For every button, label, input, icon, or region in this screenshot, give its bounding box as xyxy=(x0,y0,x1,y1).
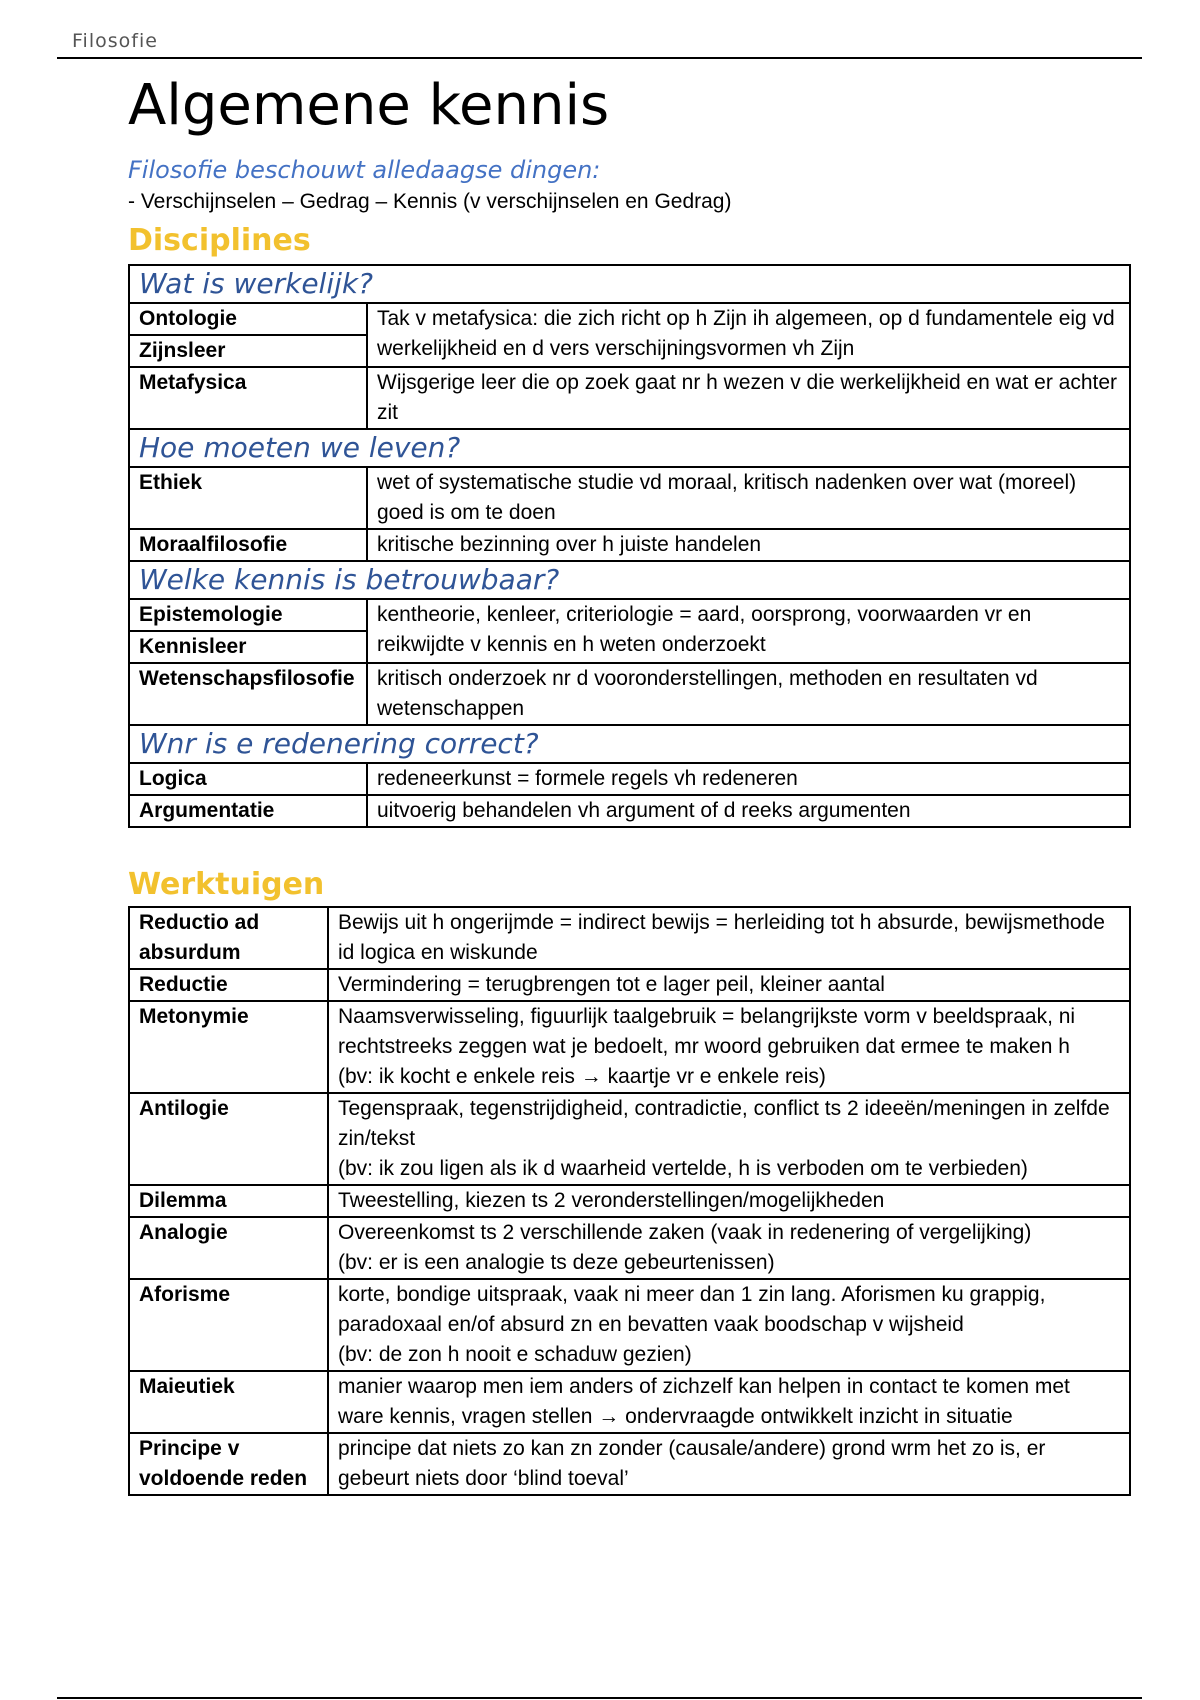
table-row xyxy=(129,1093,1130,1185)
definition-cell: wet of systematische studie vd moraal, kritisch nadenken over wat (moreel) goed is om te doen xyxy=(367,467,1130,529)
tools-heading: Werktuigen xyxy=(128,867,325,902)
table-row xyxy=(129,367,1130,429)
table-row xyxy=(129,1371,1130,1433)
term-cell: Moraalfilosofie xyxy=(129,529,367,561)
definition-cell xyxy=(328,1093,1130,1185)
definition-cell xyxy=(328,1217,1130,1279)
definition-cell xyxy=(328,1001,1130,1093)
example-text: (bv: er is een analogie ts deze gebeurtenissen) xyxy=(338,1251,775,1274)
group-question: Hoe moeten we leven? xyxy=(129,429,1130,467)
definition-text: Overeenkomst ts 2 verschillende zaken (vaak in redenering of vergelijking) xyxy=(338,1221,1032,1244)
term-cell: Ontologie xyxy=(129,303,367,335)
term-cell: Metafysica xyxy=(129,367,367,429)
example-text: (bv: ik zou ligen als ik d waarheid vertelde, h is verboden om te verbieden) xyxy=(338,1157,1028,1180)
definition-cell: kritisch onderzoek nr d vooronderstellingen, methoden en resultaten vd wetenschappen xyxy=(367,663,1130,725)
group-header-row xyxy=(129,265,1130,303)
term-cell: Analogie xyxy=(129,1217,328,1279)
table-row xyxy=(129,907,1130,969)
definition-cell: Wijsgerige leer die op zoek gaat nr h wezen v die werkelijkheid en wat er achter zit xyxy=(367,367,1130,429)
definition-cell: kritische bezinning over h juiste handelen xyxy=(367,529,1130,561)
group-header-row xyxy=(129,429,1130,467)
table-row xyxy=(129,1433,1130,1495)
definition-cell xyxy=(328,969,1130,1001)
term-cell: Epistemologie xyxy=(129,599,367,631)
definition-text: Bewijs uit h ongerijmde = indirect bewijs = herleiding tot h absurde, bewijsmethode id logica en wiskunde xyxy=(338,911,1105,964)
definition-text: Naamsverwisseling, figuurlijk taalgebruik = belangrijkste vorm v beeldspraak, ni rechtstreeks zeggen wat je bedoelt, mr woord gebruiken dat ermee te maken h xyxy=(338,1005,1076,1058)
definition-text: manier waarop men iem anders of zichzelf kan helpen in contact te komen met ware kennis, vragen stellen → ondervraagde ontwikkelt inzicht in situatie xyxy=(338,1375,1070,1428)
running-header: Filosofie xyxy=(72,30,158,52)
disciplines-heading: Disciplines xyxy=(128,223,311,258)
table-row xyxy=(129,663,1130,725)
definition-cell: kentheorie, kenleer, criteriologie = aard, oorsprong, voorwaarden vr en reikwijdte v kennis en h weten onderzoekt xyxy=(367,599,1130,663)
table-row xyxy=(129,303,1130,335)
table-row xyxy=(129,467,1130,529)
table-row xyxy=(129,529,1130,561)
term-cell: Kennisleer xyxy=(129,631,367,663)
term-cell: Dilemma xyxy=(129,1185,328,1217)
table-row xyxy=(129,763,1130,795)
example-text: (bv: ik kocht e enkele reis → kaartje vr e enkele reis) xyxy=(338,1065,826,1088)
table-row xyxy=(129,969,1130,1001)
term-cell: Principe v voldoende reden xyxy=(129,1433,328,1495)
definition-cell xyxy=(328,1371,1130,1433)
table-row xyxy=(129,1185,1130,1217)
term-cell: Reductie xyxy=(129,969,328,1001)
tools-table xyxy=(128,906,1131,1496)
definition-cell xyxy=(328,1185,1130,1217)
term-cell: Logica xyxy=(129,763,367,795)
term-cell: Ethiek xyxy=(129,467,367,529)
group-question: Wnr is e redenering correct? xyxy=(129,725,1130,763)
definition-cell: uitvoerig behandelen vh argument of d reeks argumenten xyxy=(367,795,1130,827)
table-row xyxy=(129,1279,1130,1371)
term-cell: Zijnsleer xyxy=(129,335,367,367)
group-header-row xyxy=(129,561,1130,599)
group-question: Welke kennis is betrouwbaar? xyxy=(129,561,1130,599)
term-cell: Antilogie xyxy=(129,1093,328,1185)
definition-text: Vermindering = terugbrengen tot e lager peil, kleiner aantal xyxy=(338,973,885,996)
term-cell: Reductio ad absurdum xyxy=(129,907,328,969)
term-cell: Argumentatie xyxy=(129,795,367,827)
definition-text: Tegenspraak, tegenstrijdigheid, contradictie, conflict ts 2 ideeën/meningen in zelfde zin/tekst xyxy=(338,1097,1110,1150)
definition-cell: Tak v metafysica: die zich richt op h Zijn ih algemeen, op d fundamentele eig vd werkelijkheid en d vers verschijningsvormen vh Zijn xyxy=(367,303,1130,367)
intro-subtitle: Filosofie beschouwt alledaagse dingen: xyxy=(128,156,601,184)
definition-cell xyxy=(328,907,1130,969)
group-question: Wat is werkelijk? xyxy=(129,265,1130,303)
term-cell: Maieutiek xyxy=(129,1371,328,1433)
footer-rule xyxy=(57,1697,1142,1699)
definition-cell xyxy=(328,1279,1130,1371)
term-cell: Wetenschapsfilosofie xyxy=(129,663,367,725)
term-cell: Aforisme xyxy=(129,1279,328,1371)
page-content xyxy=(128,72,1131,1496)
example-text: (bv: de zon h nooit e schaduw gezien) xyxy=(338,1343,692,1366)
group-header-row xyxy=(129,725,1130,763)
definition-text: Tweestelling, kiezen ts 2 veronderstellingen/mogelijkheden xyxy=(338,1189,885,1212)
table-row xyxy=(129,599,1130,631)
intro-line: - Verschijnselen – Gedrag – Kennis (v verschijnselen en Gedrag) xyxy=(128,190,732,213)
table-row xyxy=(129,795,1130,827)
table-row xyxy=(129,1001,1130,1093)
definition-cell: redeneerkunst = formele regels vh redeneren xyxy=(367,763,1130,795)
definition-cell xyxy=(328,1433,1130,1495)
header-rule xyxy=(57,57,1142,59)
definition-text: principe dat niets zo kan zn zonder (causale/andere) grond wrm het zo is, er gebeurt niets door ‘blind toeval’ xyxy=(338,1437,1046,1490)
table-row xyxy=(129,1217,1130,1279)
definition-text: korte, bondige uitspraak, vaak ni meer dan 1 zin lang. Aforismen ku grappig, paradoxaal en/of absurd zn en bevatten vaak boodschap v wijsheid xyxy=(338,1283,1046,1336)
term-cell: Metonymie xyxy=(129,1001,328,1093)
disciplines-table xyxy=(128,264,1131,828)
page-title: Algemene kennis xyxy=(128,73,610,138)
